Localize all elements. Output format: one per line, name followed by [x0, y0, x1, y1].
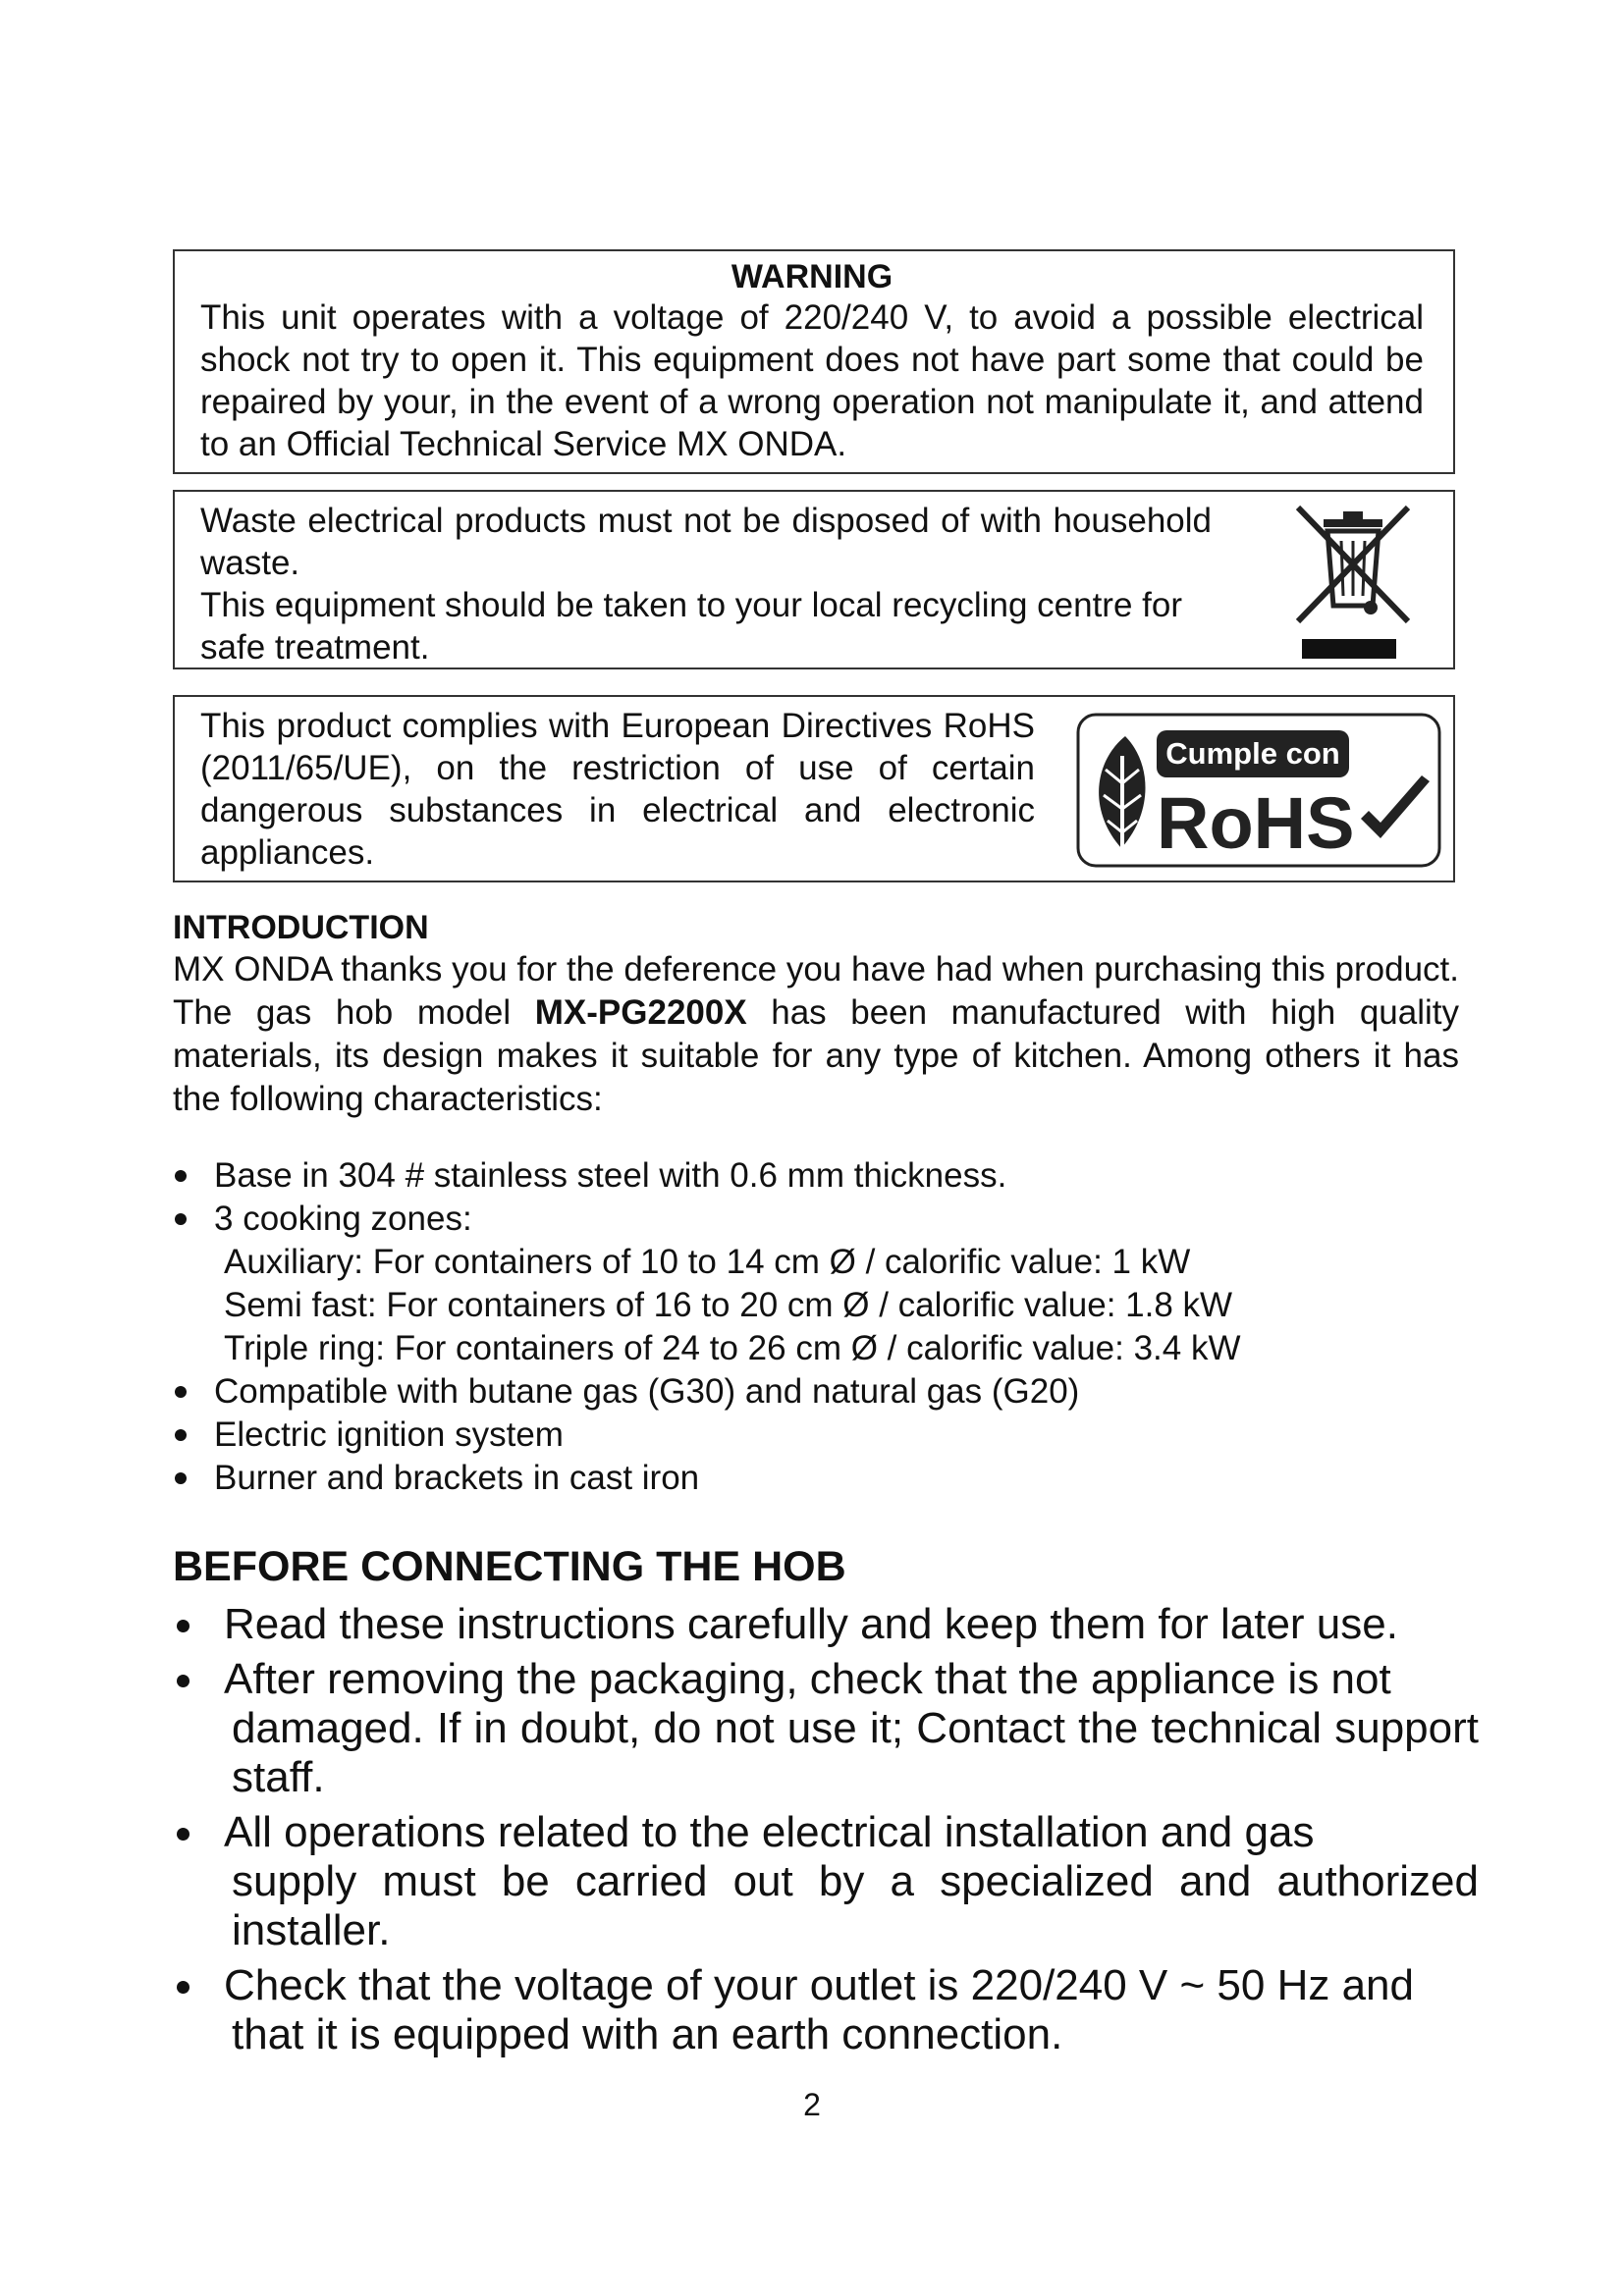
weee-disposal-box: [173, 490, 1455, 669]
bullet-icon: [177, 1981, 189, 1994]
warning-body: This unit operates with a voltage of 220/240 V, to avoid a possible electrical shock not try to open it. This equipment does not have part some that could be repaired by your, in the event of a wrong operation not manipulate it, and attend to an Official Technical Service MX ONDA.: [200, 298, 1424, 463]
list-item: Read these instructions carefully and keep them for later use.: [173, 1600, 1479, 1649]
page-number: 2: [803, 2087, 821, 2122]
introduction-heading: INTRODUCTION: [173, 909, 429, 946]
bullet-icon: [177, 1828, 189, 1841]
rohs-logo-text: RoHS: [1157, 782, 1355, 864]
list-item: Check that the voltage of your outlet is 220/240 V ~ 50 Hz and that it is equipped with an earth connection.: [173, 1961, 1479, 2059]
warning-title: WARNING: [731, 258, 893, 295]
crossed-out-wheelie-bin-icon: [1284, 498, 1422, 663]
introduction-paragraph: [173, 948, 1459, 1121]
bullet-icon: [175, 1472, 187, 1484]
weee-text-line1: Waste electrical products must not be disposed of with household waste.: [200, 502, 1212, 582]
rohs-compliance-box: [173, 695, 1455, 882]
list-item: Compatible with butane gas (G30) and natural gas (G20): [173, 1370, 1459, 1414]
before-connecting-heading: BEFORE CONNECTING THE HOB: [173, 1543, 846, 1590]
list-item: All operations related to the electrical installation and gas supply must be carried out by a specialized and authorized installer.: [173, 1808, 1479, 1955]
warning-box: [173, 249, 1455, 474]
list-item: Base in 304 # stainless steel with 0.6 mm thickness.: [173, 1154, 1459, 1198]
bullet-icon: [177, 1675, 189, 1687]
model-number: MX-PG2200X: [534, 993, 747, 1032]
features-list: [173, 1154, 1459, 1500]
rohs-logo: [1076, 713, 1441, 868]
list-item: 3 cooking zones: Auxiliary: For containers of 10 to 14 cm Ø / calorific value: 1 kW Semi fast: For containers of 16 to 20 cm Ø / calorific value: 1.8 kW Triple ring: For containers of 24 to 26 cm Ø / calorific value: 3.4 kW: [173, 1198, 1459, 1370]
before-connecting-list: [173, 1600, 1479, 2059]
before-connecting-section: [173, 1539, 1479, 2059]
bullet-icon: [175, 1170, 187, 1182]
bullet-icon: [175, 1213, 187, 1225]
list-item: Electric ignition system: [173, 1414, 1459, 1457]
introduction-section: [173, 907, 1459, 1121]
list-item: Burner and brackets in cast iron: [173, 1457, 1459, 1500]
bullet-icon: [175, 1386, 187, 1398]
intro-text-after: has been manufactured with high quality materials, its design makes it suitable for any type of kitchen. Among others it has the following characteristics:: [173, 993, 1459, 1118]
bullet-icon: [175, 1429, 187, 1441]
list-item: After removing the packaging, check that the appliance is not damaged. If in doubt, do not use it; Contact the technical support staff.: [173, 1655, 1479, 1802]
rohs-logo-badge-text: Cumple con: [1165, 736, 1340, 771]
bullet-icon: [177, 1620, 189, 1632]
rohs-text: This product complies with European Directives RoHS (2011/65/UE), on the restriction of use of certain dangerous substances in electrical and electronic appliances.: [200, 707, 1035, 872]
weee-text-line2: This equipment should be taken to your local recycling centre for safe treatment.: [200, 586, 1182, 667]
zone-auxiliary: Auxiliary: For containers of 10 to 14 cm Ø / calorific value: 1 kW: [224, 1243, 1191, 1281]
intro-text-before: MX ONDA thanks you for the deference you have had when purchasing this product. The gas hob model: [173, 950, 1459, 1032]
zone-triple-ring: Triple ring: For containers of 24 to 26 cm Ø / calorific value: 3.4 kW: [224, 1329, 1241, 1367]
zone-semi-fast: Semi fast: For containers of 16 to 20 cm Ø / calorific value: 1.8 kW: [224, 1286, 1233, 1324]
